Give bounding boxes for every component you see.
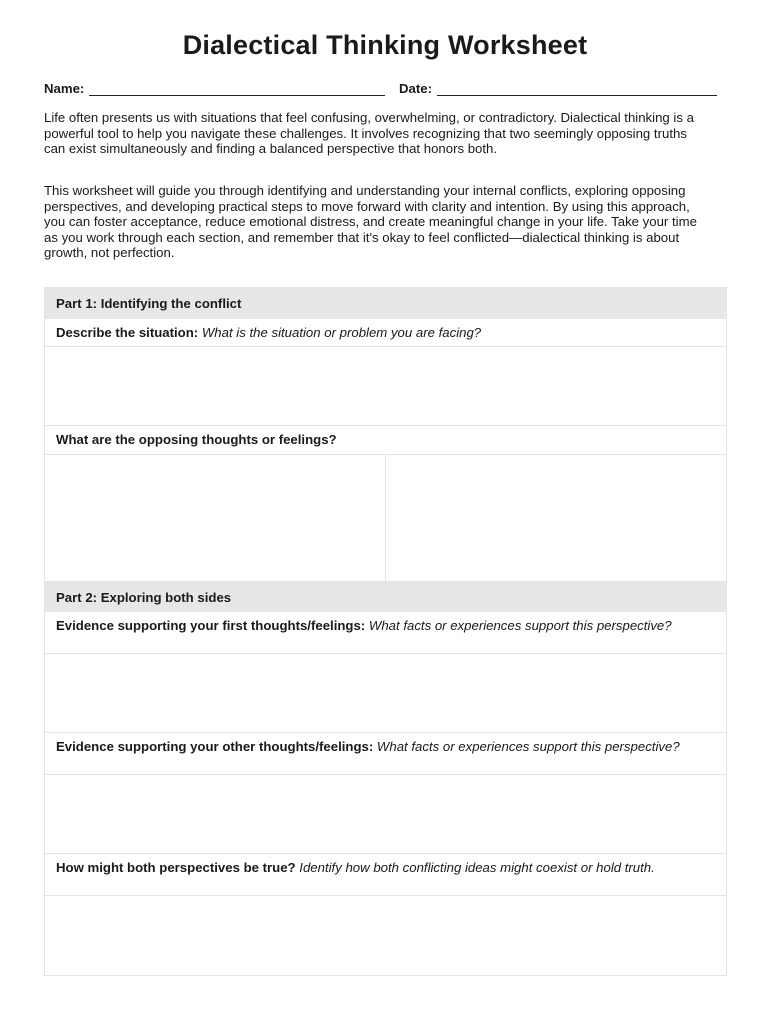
worksheet-table <box>44 287 727 976</box>
both-true-hint: Identify how both conflicting ideas might coexist or hold truth. <box>299 860 655 875</box>
evidence-other-hint: What facts or experiences support this perspective? <box>376 739 680 754</box>
name-label: Name: <box>44 81 85 96</box>
part1-heading: Part 1: Identifying the conflict <box>45 288 726 319</box>
situation-prompt <box>45 319 726 347</box>
date-label: Date: <box>399 81 432 96</box>
evidence-first-answer-box[interactable] <box>45 654 726 733</box>
both-true-prompt <box>45 854 726 896</box>
part2-heading: Part 2: Exploring both sides <box>45 582 726 612</box>
opposing-answer-row <box>45 455 726 582</box>
date-field[interactable] <box>399 81 717 96</box>
opposing-label: What are the opposing thoughts or feelings? <box>56 432 337 447</box>
evidence-other-prompt <box>45 733 726 775</box>
name-line[interactable] <box>89 82 385 96</box>
opposing-prompt <box>45 426 726 455</box>
situation-hint: What is the situation or problem you are facing? <box>201 325 482 340</box>
name-date-row <box>44 81 734 99</box>
evidence-first-prompt <box>45 612 726 654</box>
situation-answer-box[interactable] <box>45 347 726 426</box>
intro-paragraph-2: This worksheet will guide you through identifying and understanding your internal conflicts, exploring opposing perspectives, and developing practical steps to move forward with clarity and intention. By using this approach, you can foster acceptance, reduce emotional distress, and create meaningful change in your life. Take your time as you work through each section, and remember that it's okay to feel conflicted—dialectical thinking is about growth, not perfection. <box>44 183 697 260</box>
opposing-thought-box[interactable] <box>385 455 726 581</box>
name-field[interactable] <box>44 81 385 96</box>
both-true-answer-box[interactable] <box>45 896 726 975</box>
page-title: Dialectical Thinking Worksheet <box>182 30 588 60</box>
intro-paragraph-1: Life often presents us with situations that feel confusing, overwhelming, or contradictory. Dialectical thinking is a powerful tool to help you navigate these challenges. It involves recognizing that two seemingly opposing truths can exist simultaneously and finding a balanced perspective that honors both. <box>44 110 694 156</box>
evidence-first-hint: What facts or experiences support this perspective? <box>368 618 672 633</box>
first-thought-box[interactable] <box>45 455 385 581</box>
evidence-other-label: Evidence supporting your other thoughts/feelings: <box>56 739 374 754</box>
evidence-first-label: Evidence supporting your first thoughts/feelings: <box>56 618 366 633</box>
both-true-label: How might both perspectives be true? <box>56 860 296 875</box>
situation-label: Describe the situation: <box>56 325 199 340</box>
date-line[interactable] <box>437 82 717 96</box>
evidence-other-answer-box[interactable] <box>45 775 726 854</box>
